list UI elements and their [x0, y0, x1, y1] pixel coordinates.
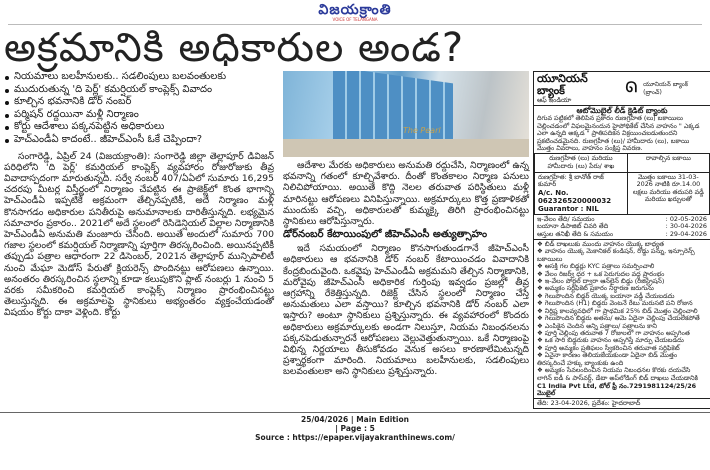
article-paragraph: ఇదే సమయంలో నిర్మాణం కొనసాగుతుండగానే జీహెచ్ఎంసీ అధికారులు ఆ భవనానికి డోర్ నంబర్ కేటాయించడం వివాదానికి కేంద్రబిందువైంది. ఒకవైపు హెచ్ఎండీఏ అక్రమమని తేల్చిన నిర్మాణానికి, మరోవైపు జీహెచ్ఎంసీ అధికారిక గుర్తింపు ఇవ్వడం ప్రజల్లో తీవ్ర ఆగ్రహాన్ని రేకెత్తిస్తున్నది. రిజెక్ట్ చేసిన స్థలంలో నిర్మాణం చేస్తే అనుమతులు ఎలా వస్తాయి? కూల్చిన భవనానికి డోర్ నంబర్ ఎలా ఇస్తారు? అంటూ స్థానికులు ప్రశ్నిస్తున్నారు. ఈ వ్యవహారంలో కొందరు అధికారులు అక్రమార్కులకు అండగా నిలుస్తూ, నియమ నిబంధనలను పక్కనపెడుతున్నారనే ఆరోపణలు వెల్లువెత్తుతున్నాయి. ఒకే నిర్మాణంపై విభిన్న నిర్ణయాలు తీసుకోవడం వెనుక అసలు కారణాలేమిటున్నది ప్రశ్నార్థకంగా మారింది. నియమాలు బలహీనులకు, సడలింపులు బలవంతులకా అని స్థానికులు ప్రశ్నిస్తున్నారు.: [283, 243, 529, 378]
date-row: [537, 231, 707, 238]
term-item: ❖ ఎంపికైన చెందిన అన్ని పత్రాలు/ పత్రాలను కాని: [537, 323, 707, 330]
term-item: ❖ గెలుపొందిన బిడ్డరు అతను/ ఆమె ఏదైనా చెల్లింపు చేయలేకపోతే: [537, 315, 707, 322]
edition-info: 25/04/2026 | Main Edition: [301, 414, 409, 424]
col-header: రావాల్సిన బకాయి: [627, 154, 709, 172]
date-label: బయానా డిపాజిట్ చివరి తేది: [537, 222, 609, 231]
highlight-item: నియమాలు బలహీనులకు.. సడలింపులు బలవంతులకు: [4, 71, 266, 84]
logo-tagline: VOICE OF TELANGANA: [332, 17, 378, 22]
highlight-item: కూల్చిన భవనానికి డోర్ నంబర్: [4, 96, 266, 109]
term-item: ❖ వాహనం యొక్క మెకానికల్ కండిషన్, రోడ్డు పన్ను, ఇన్సూరెన్స్ బకాయిలు: [537, 248, 707, 263]
amount-due: మొత్తం బకాయి 31-03-2026 నాటికి రూ.14.00 లక్షలు మరియు తదుపరి వడ్డీ మరియు ఖర్చులతో: [627, 172, 709, 214]
page-number: | Page : 5: [335, 423, 375, 433]
ad-title: ఆటోమొబైల్ లీడ్ క్రెడిట్ బ్యాంకు: [576, 106, 668, 116]
date-value: : 02-05-2026: [665, 214, 707, 223]
date-label: ఇ-వేలం తేది/ సమయం: [537, 214, 595, 223]
left-column: [4, 71, 274, 319]
article-paragraph: ఆదేశాల మేరకు అధికారులు అనుమతి రద్దుచేసి, నిర్మాణంలో ఉన్న భవనాన్ని గతంలో కూల్చివేశారు. దీంతో కొంతకాలం నిర్మాణ పనులు నిలిచిపోయాయి. అయితే కొద్ది నెలల తరువాత పరిస్థితులు మళ్లీ మారినట్టు ఆరోపణలు వినిపిస్తున్నాయి. అక్రమార్కులు కొత్త ప్రణాళికతో ముందుకు వచ్చి, అధికారులతో కుమ్మక్కై తిరిగి ప్రారంభించినట్టు స్థానికులు ఆరోపిస్తున్నారు.: [283, 160, 529, 228]
bank-logo-icon: ᘏ: [625, 80, 638, 96]
highlights-list: [4, 71, 266, 147]
borrower-name: రుణగ్రహీత: శ్రీ బానోత్ రాజ్ కుమార్: [538, 172, 604, 189]
bank-name: యూనియన్ బ్యాంక్: [537, 72, 588, 97]
highlight-item: పర్మిషన్ రద్దయినా మళ్లీ నిర్మాణం: [4, 109, 266, 122]
bank-sub: ఆఫ్ ఇండియా: [537, 96, 572, 104]
term-item: ❖ ఆసక్తి గల బిడ్డర్లు KYC పత్రాలు సమర్పించాలి: [537, 263, 707, 270]
branch-name: యూనియన్ బ్యాంక్ (బ్రాంచ్): [643, 81, 688, 96]
article-middle-column: [283, 160, 529, 378]
term-item: ❖ ఏవైనా కారణం తెలియజేయకుండా ఏదైనా బిడ్ మొత్తం తిరస్కరించే హక్కు బ్యాంకుకు ఉంది: [537, 352, 707, 367]
col-header: రుణగ్రహీత (లు) మరియు హామీదారు (లు) పేరు/ శాఖ: [535, 154, 628, 172]
date-value: : 29-04-2026: [665, 229, 707, 238]
source-link[interactable]: Source : https://epaper.vijayakranthinews.com/: [255, 432, 455, 442]
borrower-cell: [535, 172, 628, 214]
ground: [283, 139, 529, 157]
masthead-logo: [0, 0, 710, 22]
highlight-item: హెచ్ఎండీఏ కాదంటే.. జీహెచ్ఎంసీ ఓకే చెప్పిందా?: [4, 134, 266, 147]
middle-column: [283, 71, 529, 378]
article-layout: [0, 71, 710, 409]
headline: అక్రమానికి అధికారుల అండ?: [4, 25, 465, 71]
building-sign: The Pearl: [403, 126, 441, 135]
date-value: : 30-04-2026: [665, 222, 707, 231]
term-item: ❖ పూర్తి అమ్మకం ప్రతిఫలం స్వీకరించిన తరువాత సర్టిఫికెట్: [537, 345, 707, 352]
term-item: ❖ గెలుపొందిన (H1) బిడ్డరు వెంటనే రేటు మరుసటి పని రోజున: [537, 300, 707, 307]
term-item: ❖ గెలుపొందిన బిడ్డర్ యొక్క బయానా వడ్డీ చేయబడదు: [537, 293, 707, 300]
highlight-item: కోర్టు ఆదేశాలు పక్కనపెట్టిన అధికారులు: [4, 121, 266, 134]
building-photo: [283, 71, 529, 157]
article-lead-column: [4, 151, 274, 319]
ad-brand: [534, 72, 710, 106]
term-item: ❖ ఇ-వేలం పోర్టల్ ద్వారా ఆన్‌లైన్ బిడ్డు (రిజిస్ట్రేషన్): [537, 278, 707, 285]
account-label: A/c. No.: [538, 188, 569, 197]
terms-list: [534, 240, 710, 375]
term-item: ❖ వేలం రిజర్వ్ ధర + ఒక పెరుగుదల వద్ద ప్రారంభం: [537, 271, 707, 278]
date-label: ఆస్తుల తనిఖీ తేది & సమయం: [537, 229, 614, 238]
ad-footer-line: C1 India Pvt Ltd, టోల్ ఫ్రీ నం.7291981124/25/26 మొబైల్: [537, 381, 697, 398]
bank-auction-advertisement: [533, 71, 710, 409]
term-item: ❖ ఒక సారి బిడ్డరుకు వాహనం అప్పగిస్తే మార్పు చేయబడదు: [537, 337, 707, 344]
term-item: ❖ నిర్దిష్ట కాలవ్యవధిలో గా ప్రాథమిక 25% బిడ్ మొత్తం చెల్లించాలి: [537, 308, 707, 315]
guarantor: Guarantor : NIL: [538, 204, 599, 213]
term-item: ❖ బిడ్ దాఖలుకు ముందు వాహనం యొక్క బాధ్యత: [537, 241, 707, 248]
logo-text: విజయక్రాంతి: [318, 2, 392, 18]
ad-footer-line: లాగిన్ ఐడీ & పాస్‌వర్డ్, డేటా అప్‌లోడింగ్ బిడ్ దాఖలు చేయడానికి: [537, 374, 698, 383]
borrower-table: [534, 153, 710, 214]
page-footer: [0, 412, 710, 442]
ad-intro: దిగువ పట్టికలో తెలిపిన ప్రకారం రుణగ్రహీత (లు) బకాయిలు చెల్లించడంలో విఫలమైనందున హైపోథికేట్ చేసిన వాహనం " ఎక్కడ ఎలా ఉన్నది అక్కడ " ప్రాతిపదికన విక్రయించబడుతుందని ప్రకటించడమైనది. రుణగ్రహీత (లు)/ హామీదారు (లు), బకాయి మొత్తం వివరాలు, వాహనం సంక్షిప్త వివరణ.: [537, 114, 700, 153]
article-paragraph: సంగారెడ్డి, ఏప్రిల్ 24 (విజయక్రాంతి): సంగారెడ్డి జిల్లా తెల్లాపూర్ డివిజన్ పరిధిలోని 'ది పెర్ల్' కమర్షియల్ కాంప్లెక్స్ వ్యవహారం రోజురోజుకు తీవ్ర వివాదాస్పదంగా మారుతున్నది. సర్వే నంబర్ 407/ఏఏలో సుమారు 16,295 చదరపు మీటర్ల విస్తీర్ణంలో నిర్మాణం చేపట్టిన ఈ ప్రాజెక్ట్‌లో కొంత భాగాన్ని హెచ్ఎండీఏ ఇప్పటికే అక్రమంగా తేల్చినప్పటికీ, అదే నిర్మాణం మళ్లీ కొనసాగడం అధికారుల పనితీరుపై అనుమానాలకు దారితీస్తున్నది. లభ్యమైన సమాచారం ప్రకారం.. 2021లో అదే స్థలంలో రెసిడెన్షియల్ విల్లాల నిర్మాణానికి హెచ్ఎండీఏ అనుమతి మంజూరు చేసింది. అయితే అందులో సుమారు 700 గజాల స్థలంలో కమర్షియల్ నిర్మాణాన్ని పూర్తిగా తిరస్కరించింది. అయినప్పటికీ తప్పుడు పత్రాల ఆధారంగా 22 డిసెంబర్, 2021న తెల్లాపూర్ మున్సిపాలిటీ నుంచి మేఘా మెడోస్ పేరుతో క్లియరెన్స్ పొందినట్టు ఆరోపణలు ఉన్నాయి. అనంతరం తిరస్కరించిన స్థలాన్ని కూడా కలుపుకొని ప్లాట్ నంబర్లు 1 నుంచి 5 వరకు సమీకరించి కమర్షియల్ కాంప్లెక్స్ నిర్మాణం ప్రారంభించినట్టు తెలుస్తున్నది. ఈ అక్రమాలపై స్థానికులు అభ్యంతరం వ్యక్తంచేయడంతో విషయం కోర్టు దాకా వెళ్లింది. కోర్టు: [4, 150, 274, 319]
term-item: ❖ అమ్మకం సేవలందించిన నియమ నిబంధనల కొరకు దయచేసి: [537, 367, 707, 374]
term-item: ❖ అమ్మకం సర్టిఫికెట్ ప్రకారం నిర్ధారణ జరుగును: [537, 285, 707, 292]
auction-dates: [534, 215, 710, 240]
account-number: 062326520000032: [538, 196, 612, 205]
right-column: [533, 71, 710, 409]
term-item: ❖ పూర్తి చెల్లింపు తరువాత 7 రోజులలో గా వాహనం అప్పగింత: [537, 330, 707, 337]
highlight-item: ముదురుతున్న 'ది పెర్ల్' కమర్షియల్ కాంప్లెక్స్ వివాదం: [4, 84, 266, 97]
ad-date-place: తేది: 23-04-2026, ప్రదేశం: హైదరాబాద్: [534, 398, 710, 408]
subheading: డోర్‌నంబర్ కేటాయింపులో జీహెచ్ఎంసీ అత్యుత్సాహం: [283, 229, 488, 241]
